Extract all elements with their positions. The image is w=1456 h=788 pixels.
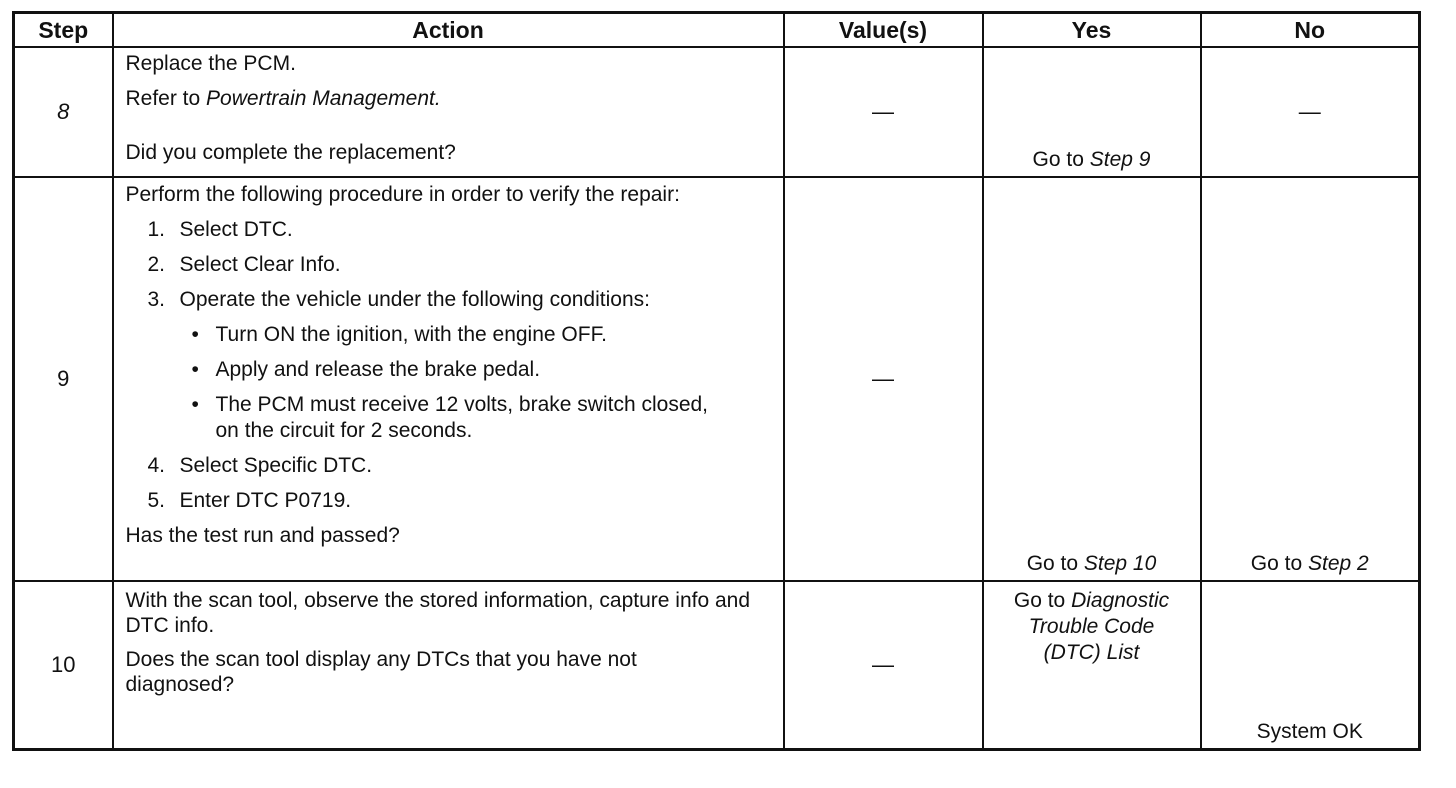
step-link[interactable]: Step 2 bbox=[1307, 552, 1369, 575]
table-row-step-8 bbox=[14, 47, 1420, 177]
action-cell bbox=[113, 581, 784, 750]
bullet-item: • Turn ON the ignition, with the engine OFF. bbox=[191, 323, 607, 346]
list-item: 4. Select Specific DTC. bbox=[147, 454, 373, 477]
table-row-step-9 bbox=[14, 177, 1420, 581]
header-values: Value(s) bbox=[784, 13, 983, 48]
diagnostic-table bbox=[12, 11, 1421, 751]
header-row bbox=[14, 13, 1420, 48]
list-item: 5. Enter DTC P0719. bbox=[147, 489, 352, 512]
bullet-item: • Apply and release the brake pedal. bbox=[191, 358, 541, 381]
list-item: 2. Select Clear Info. bbox=[147, 253, 341, 276]
value-cell: — bbox=[784, 47, 983, 177]
bullet-icon: • bbox=[191, 393, 199, 416]
action-text: Replace the PCM. bbox=[125, 52, 296, 75]
reference-link[interactable]: Diagnostic Trouble Code (DTC) List bbox=[1028, 589, 1170, 664]
action-question: Did you complete the replacement? bbox=[125, 141, 456, 164]
yes-cell bbox=[983, 47, 1201, 177]
step-number: 10 bbox=[14, 581, 113, 750]
bullet-icon: • bbox=[191, 358, 199, 381]
no-cell bbox=[1201, 581, 1420, 750]
header-no: No bbox=[1201, 13, 1420, 48]
yes-target: Go to Diagnostic Trouble Code (DTC) List bbox=[1013, 589, 1170, 664]
header-action: Action bbox=[113, 13, 784, 48]
action-text: Refer to Powertrain Management. bbox=[125, 87, 441, 110]
table-row-step-10 bbox=[14, 581, 1420, 750]
action-text: With the scan tool, observe the stored information, capture info and DTC info. bbox=[125, 589, 751, 637]
step-link[interactable]: Step 9 bbox=[1089, 148, 1151, 171]
no-cell: — bbox=[1201, 47, 1420, 177]
no-target: Go to Step 2 bbox=[1250, 552, 1369, 575]
list-item: 3. Operate the vehicle under the following conditions: bbox=[147, 288, 650, 311]
no-target: System OK bbox=[1256, 720, 1363, 743]
step-number: 8 bbox=[14, 47, 113, 177]
yes-cell bbox=[983, 177, 1201, 581]
reference-link[interactable]: Powertrain Management. bbox=[206, 87, 441, 110]
value-cell: — bbox=[784, 177, 983, 581]
list-item: 1. Select DTC. bbox=[147, 218, 293, 241]
yes-cell bbox=[983, 581, 1201, 750]
yes-target: Go to Step 9 bbox=[1032, 148, 1151, 171]
step-link[interactable]: Step 10 bbox=[1083, 552, 1157, 575]
no-cell bbox=[1201, 177, 1420, 581]
header-step: Step bbox=[14, 13, 113, 48]
action-text: Perform the following procedure in order to verify the repair: bbox=[125, 183, 680, 206]
header-yes: Yes bbox=[983, 13, 1201, 48]
bullet-item: • The PCM must receive 12 volts, brake switch closed, on the circuit for 2 seconds. bbox=[191, 393, 709, 442]
action-question: Does the scan tool display any DTCs that you have not diagnosed? bbox=[125, 648, 637, 696]
step-number: 9 bbox=[14, 177, 113, 581]
yes-target: Go to Step 10 bbox=[1026, 552, 1157, 575]
action-cell bbox=[113, 177, 784, 581]
value-cell: — bbox=[784, 581, 983, 750]
action-question: Has the test run and passed? bbox=[125, 524, 400, 547]
action-cell bbox=[113, 47, 784, 177]
bullet-icon: • bbox=[191, 323, 199, 346]
